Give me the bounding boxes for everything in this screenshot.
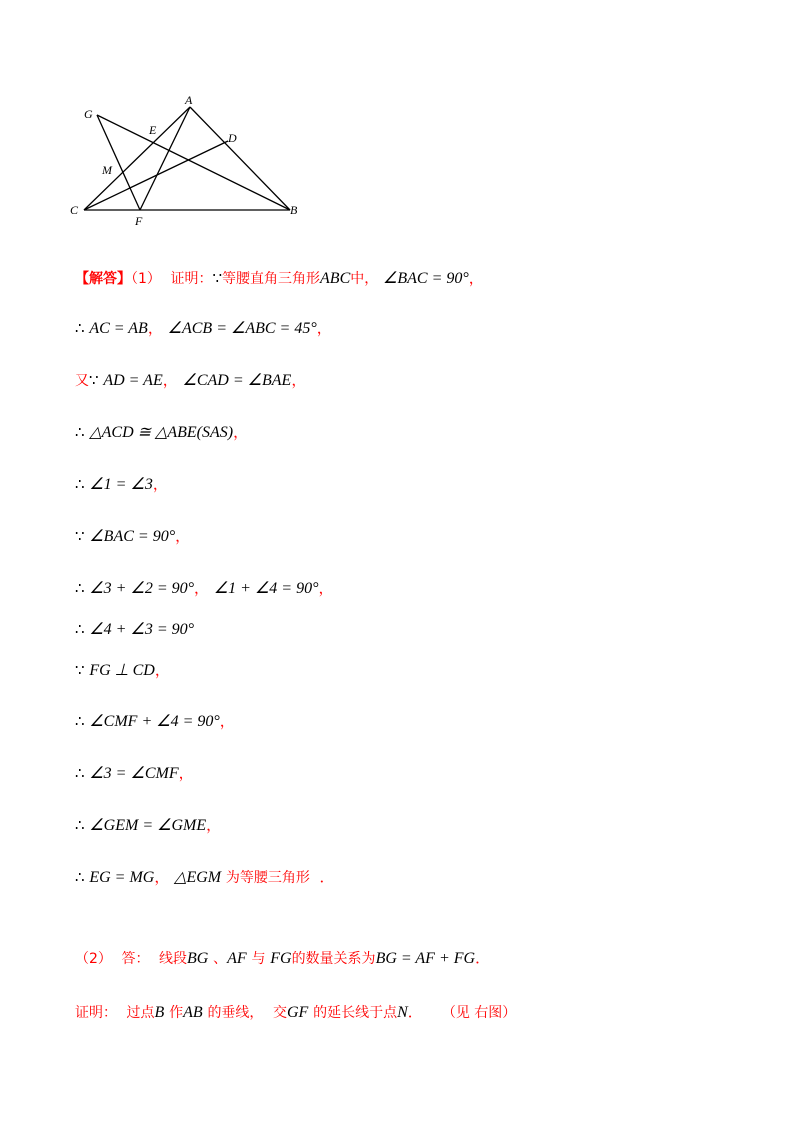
- punct: ，: [219, 714, 235, 730]
- equation: FG ⊥ CD: [89, 662, 155, 679]
- therefore-symbol: ∴: [75, 816, 85, 834]
- therefore-symbol: ∴: [75, 764, 85, 782]
- equation: AC = AB: [89, 320, 148, 337]
- text: 、: [213, 951, 228, 967]
- text: 交: [272, 1005, 287, 1021]
- text: 的延长线于点: [313, 1005, 398, 1021]
- separator: ，: [147, 321, 163, 337]
- triangle-name: △EGM: [174, 869, 222, 886]
- answer-line-3: [75, 370, 306, 391]
- answer-tag: 【解答】: [75, 271, 131, 287]
- separator: ，: [162, 373, 178, 389]
- because-symbol: ∵: [89, 371, 99, 389]
- punct: ，: [318, 581, 334, 597]
- segment-GB: [97, 115, 290, 210]
- text: 为等腰三角形: [225, 870, 310, 886]
- label-B: B: [290, 203, 298, 217]
- therefore-symbol: ∴: [75, 868, 85, 886]
- equation: AD = AE: [103, 372, 163, 389]
- answer-line-7: [75, 578, 334, 599]
- answer-line-1: [75, 268, 484, 289]
- punct: ，: [175, 529, 191, 545]
- therefore-symbol: ∴: [75, 475, 85, 493]
- therefore-symbol: ∴: [75, 423, 85, 441]
- answer-line-8: [75, 619, 194, 640]
- triangle-name: ABC: [320, 270, 351, 287]
- text: 等腰直角三角形: [222, 271, 321, 287]
- because-symbol: ∵: [212, 269, 223, 287]
- answer-label: 答：: [121, 951, 150, 967]
- equation: ∠1 = ∠3: [89, 476, 153, 493]
- text: 的垂线，: [207, 1005, 264, 1021]
- segment-AF: [140, 107, 190, 210]
- text: 作: [169, 1005, 184, 1021]
- therefore-symbol: ∴: [75, 579, 85, 597]
- text: 中，: [350, 271, 379, 287]
- point-name: N: [397, 1004, 408, 1021]
- label-E: E: [149, 123, 157, 137]
- answer-line-14: [75, 948, 490, 969]
- segment-name: AF: [227, 950, 247, 967]
- equation: EG = MG: [89, 869, 155, 886]
- text: 又: [75, 373, 89, 389]
- label-D: D: [228, 131, 237, 145]
- equation: △ACD ≅ △ABE(SAS): [89, 424, 234, 441]
- text: 的数量关系为: [291, 951, 376, 967]
- therefore-symbol: ∴: [75, 620, 85, 638]
- punct: ．: [475, 951, 491, 967]
- answer-line-15: [75, 1002, 516, 1023]
- answer-line-4: [75, 422, 248, 443]
- triangle-diagram: [62, 90, 322, 235]
- part-2-label: （2）: [75, 951, 112, 967]
- text: 过点: [126, 1005, 155, 1021]
- separator: ，: [154, 870, 170, 886]
- figure-note: （见 右图）: [441, 1005, 517, 1021]
- equation: ∠GEM = ∠GME: [89, 817, 207, 834]
- punct: ，: [206, 818, 222, 834]
- therefore-symbol: ∴: [75, 319, 85, 337]
- equation: ∠CAD = ∠BAE: [182, 372, 292, 389]
- equation: ∠BAC = 90°: [383, 270, 469, 287]
- equation: ∠4 + ∠3 = 90°: [89, 621, 195, 638]
- because-symbol: ∵: [75, 661, 85, 679]
- label-M: M: [102, 163, 112, 177]
- answer-line-9: [75, 660, 170, 681]
- segment-name: FG: [270, 950, 292, 967]
- text: 与: [251, 951, 266, 967]
- segment-name: AB: [183, 1004, 203, 1021]
- answer-line-2: [75, 318, 332, 339]
- answer-line-12: [75, 815, 221, 836]
- answer-line-10: [75, 711, 235, 732]
- answer-line-6: [75, 526, 190, 547]
- segment-name: BG: [187, 950, 209, 967]
- punct: ，: [291, 373, 307, 389]
- because-symbol: ∵: [75, 527, 85, 545]
- punct: ．: [319, 870, 335, 886]
- equation: BG = AF + FG: [375, 950, 476, 967]
- proof-intro: 证明：: [170, 271, 213, 287]
- punct: ，: [468, 271, 484, 287]
- punct: ，: [152, 477, 168, 493]
- equation: ∠1 + ∠4 = 90°: [213, 580, 319, 597]
- answer-line-13: [75, 867, 334, 888]
- equation: ∠BAC = 90°: [89, 528, 176, 545]
- text: 线段: [159, 951, 188, 967]
- punct: ，: [154, 663, 170, 679]
- label-A: A: [185, 93, 193, 107]
- part-1-label: （1）: [131, 271, 161, 287]
- geometry-figure: [62, 90, 322, 235]
- equation: ∠3 + ∠2 = 90°: [89, 580, 195, 597]
- therefore-symbol: ∴: [75, 712, 85, 730]
- separator: ，: [194, 581, 210, 597]
- segment-name: GF: [286, 1004, 309, 1021]
- equation: ∠ACB = ∠ABC = 45°: [167, 320, 317, 337]
- label-G: G: [84, 107, 93, 121]
- answer-line-11: [75, 763, 194, 784]
- answer-line-5: [75, 474, 168, 495]
- punct: ，: [233, 425, 249, 441]
- punct: ，: [178, 766, 194, 782]
- segment-AB: [190, 107, 290, 210]
- point-name: B: [154, 1004, 165, 1021]
- proof-intro: 证明：: [75, 1005, 117, 1021]
- label-F: F: [135, 214, 143, 228]
- label-C: C: [70, 203, 79, 217]
- punct: ．: [407, 1005, 423, 1021]
- equation: ∠3 = ∠CMF: [89, 765, 179, 782]
- equation: ∠CMF + ∠4 = 90°: [89, 713, 220, 730]
- punct: ，: [316, 321, 332, 337]
